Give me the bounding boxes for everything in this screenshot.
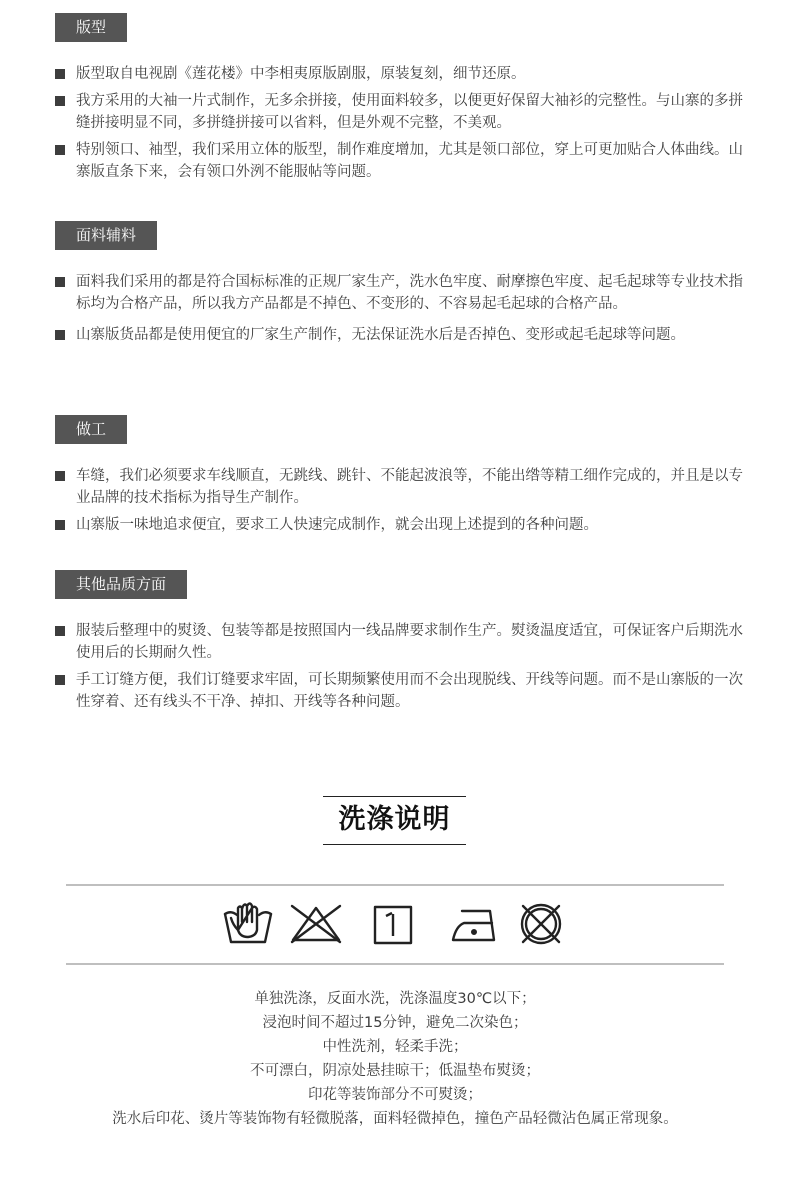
- list-item: [55, 90, 745, 134]
- item-list: [55, 63, 745, 183]
- wash-line: 洗水后印花、烫片等装饰物有轻微脱落，面料轻微掉色，撞色产品轻微沾色属正常现象。: [112, 1111, 678, 1127]
- item-list: [55, 271, 745, 346]
- square-bullet-icon: [55, 96, 65, 106]
- wash-line: 印花等装饰部分不可熨烫；: [308, 1087, 482, 1103]
- wash-line: 中性洗剂，轻柔手洗；: [322, 1039, 468, 1055]
- wash-line: 单独洗涤，反面水洗，洗涤温度30℃以下；: [254, 991, 536, 1007]
- low-iron-icon: [450, 906, 500, 944]
- square-bullet-icon: [55, 69, 65, 79]
- square-bullet-icon: [55, 520, 65, 530]
- list-item: [55, 271, 745, 315]
- wash-instructions: [0, 987, 790, 1131]
- wash-line: 浸泡时间不超过15分钟，避免二次染色；: [262, 1015, 528, 1031]
- section-fabric: [55, 221, 745, 346]
- item-text: 山寨版货品都是使用便宜的厂家生产制作，无法保证洗水后是否掉色、变形或起毛起球等问题。: [76, 327, 685, 343]
- list-item: [55, 63, 745, 85]
- section-pattern: [55, 13, 745, 183]
- item-text: 山寨版一味地追求便宜，要求工人快速完成制作，就会出现上述提到的各种问题。: [76, 517, 598, 533]
- list-item: [55, 324, 745, 346]
- square-bullet-icon: [55, 675, 65, 685]
- item-text: 车缝，我们必须要求车线顺直，无跳线、跳针、不能起波浪等，不能出绺等精工细作完成的，并且是以专业品牌的技术指标为指导生产制作。: [76, 468, 743, 506]
- divider-top: [66, 884, 724, 886]
- section-workmanship: [55, 415, 745, 536]
- no-tumble-dry-icon: [518, 902, 564, 946]
- item-list: [55, 465, 745, 536]
- list-item: [55, 620, 745, 664]
- square-bullet-icon: [55, 145, 65, 155]
- list-item: [55, 514, 745, 536]
- section-tag: 版型: [55, 13, 127, 42]
- section-tag: 做工: [55, 415, 127, 444]
- section-tag: 其他品质方面: [55, 570, 187, 599]
- wash-line: 不可漂白，阴凉处悬挂晾干；低温垫布熨烫；: [250, 1063, 540, 1079]
- square-bullet-icon: [55, 277, 65, 287]
- list-item: [55, 139, 745, 183]
- section-tag: 面料辅料: [55, 221, 157, 250]
- care-icons: [218, 900, 578, 950]
- list-item: [55, 669, 745, 713]
- divider-bottom: [66, 963, 724, 965]
- item-text: 版型取自电视剧《莲花楼》中李相夷原版剧服，原装复刻，细节还原。: [76, 66, 526, 82]
- line-dry-icon: [372, 904, 414, 946]
- square-bullet-icon: [55, 471, 65, 481]
- item-text: 面料我们采用的都是符合国标标准的正规厂家生产，洗水色牢度、耐摩擦色牢度、起毛起球等专业技术指标均为合格产品，所以我方产品都是不掉色、不变形的、不容易起毛起球的合格产品。: [76, 274, 743, 312]
- item-text: 特别领口、袖型，我们采用立体的版型，制作难度增加，尤其是领口部位，穿上可更加贴合人体曲线。山寨版直条下来，会有领口外洌不能服帖等问题。: [76, 142, 743, 180]
- wash-title: 洗涤说明: [323, 796, 466, 845]
- square-bullet-icon: [55, 626, 65, 636]
- item-text: 手工订缝方便，我们订缝要求牢固，可长期频繁使用而不会出现脱线、开线等问题。而不是山寨版的一次性穿着、还有线头不干净、掉扣、开线等各种问题。: [76, 672, 743, 710]
- no-bleach-icon: [288, 904, 344, 944]
- section-other-quality: [55, 570, 745, 713]
- item-text: 服装后整理中的熨烫、包装等都是按照国内一线品牌要求制作生产。熨烫温度适宜，可保证客户后期洗水使用后的长期耐久性。: [76, 623, 743, 661]
- item-list: [55, 620, 745, 713]
- list-item: [55, 465, 745, 509]
- item-text: 我方采用的大袖一片式制作，无多余拼接，使用面料较多，以便更好保留大袖衫的完整性。与山寨的多拼缝拼接明显不同，多拼缝拼接可以省料，但是外观不完整，不美观。: [76, 93, 743, 131]
- square-bullet-icon: [55, 330, 65, 340]
- hand-wash-icon: [222, 900, 274, 946]
